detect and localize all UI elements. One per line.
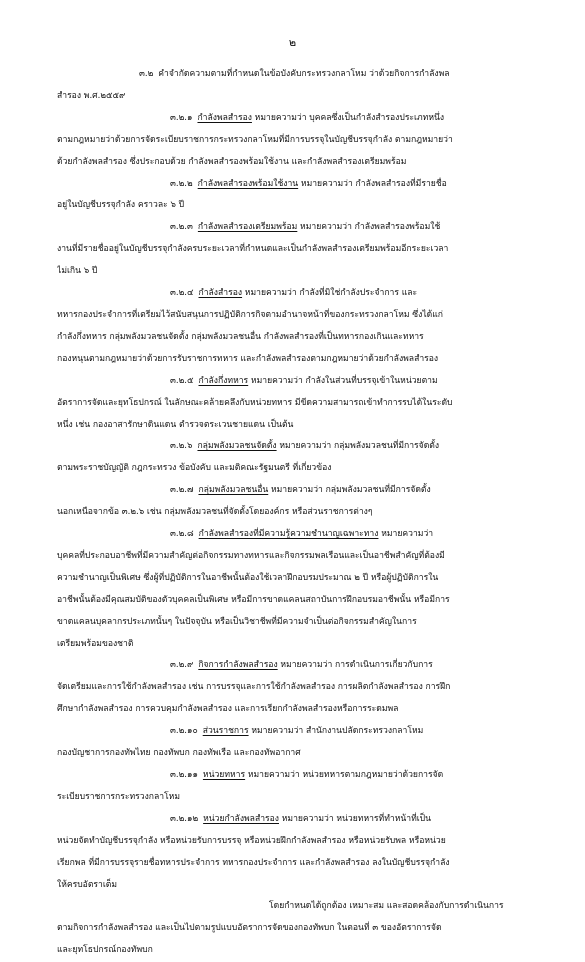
definition-number: ๓.๒.๙ — [170, 660, 194, 671]
definition-term: หน่วยกำลังพลสำรอง — [203, 813, 279, 824]
section-number: ๓.๒ — [139, 69, 154, 79]
definition-text: หมายความว่า กำลังในส่วนที่บรรจุเข้าในหน่วยตาม — [250, 375, 438, 386]
definition-item — [57, 721, 547, 743]
definition-term: กลุ่มพลังมวลชนอื่น — [198, 485, 269, 496]
definition-item — [57, 217, 547, 239]
definition-text: หมายความว่า กำลังพลสำรองพร้อมใช้ — [300, 222, 441, 233]
definition-item — [57, 809, 547, 831]
definition-line: ให้ครบอัตราเต็ม — [57, 879, 118, 890]
definition-line: บุคคลที่ประกอบอาชีพที่มีความสำคัญต่อกิจกรรมทางทหารและกิจกรรมพลเรือนและเป็นอาชีพสำคัญที่ต้องมี — [57, 550, 445, 561]
definition-line: อยู่ในบัญชีบรรจุกำลัง คราวละ ๖ ปี — [57, 200, 185, 211]
definition-item — [57, 371, 547, 393]
definition-number: ๓.๒.๘ — [170, 529, 194, 540]
section-heading — [57, 64, 547, 86]
definition-line: ทหารกองประจำการที่เตรียมไว้สนับสนุนการปฏิบัติการกิจตามอำนาจหน้าที่ของกระทรวงกลาโหม ซึ่งได้แก่ — [57, 309, 443, 320]
section-heading-cont: สำรอง พ.ศ.๒๕๕๙ — [57, 90, 126, 101]
definition-line: งานที่มีรายชื่ออยู่ในบัญชีบรรจุกำลังครบระยะเวลาที่กำหนดและเป็นกำลังพลสำรองเตรียมพร้อมอีกระยะเวลา — [57, 244, 449, 255]
definition-text: หมายความว่า กำลังพลสำรองที่มีรายชื่อ — [300, 178, 447, 189]
definition-item — [57, 524, 547, 546]
definition-text: หมายความว่า หน่วยทหารที่ทำหน้าที่เป็น — [281, 813, 431, 824]
definition-line: หนึ่ง เช่น กองอาสารักษาดินแดน ตำรวจตระเวนชายแดน เป็นต้น — [57, 419, 294, 430]
definition-line: ตามพระราชบัญญัติ กฎกระทรวง ข้อบังคับ และมติคณะรัฐมนตรี ที่เกี่ยวข้อง — [57, 463, 332, 474]
definition-line: กำลังกึ่งทหาร กลุ่มพลังมวลชนจัดตั้ง กลุ่มพลังมวลชนอื่น กำลังพลสำรองที่เป็นทหารกองเกินและทหาร — [57, 331, 424, 342]
definition-number: ๓.๒.๓ — [170, 222, 193, 233]
document-body — [57, 64, 547, 962]
definition-line: ศึกษากำลังพลสำรอง การควบคุมกำลังพลสำรอง และการเรียกกำลังพลสำรองหรือการระดมพล — [57, 704, 399, 715]
definition-line: เรียกพล ที่มีการบรรจุรายชื่อทหารประจำการ ทหารกองประจำการ และกำลังพลสำรอง ลงในบัญชีบรรจุกำลัง — [57, 857, 450, 868]
definition-number: ๓.๒.๗ — [170, 485, 194, 496]
definition-item — [57, 174, 547, 196]
definition-text: หมายความว่า บุคคลซึ่งเป็นกำลังสำรองประเภทหนึ่ง — [254, 112, 445, 123]
definition-number: ๓.๒.๑ — [170, 112, 193, 123]
definition-line: จัดเตรียมและการใช้กำลังพลสำรอง เช่น การบรรจุและการใช้กำลังพลสำรอง การผลิตกำลังพลสำรอง การฝึก — [57, 682, 451, 693]
definition-number: ๓.๒.๕ — [170, 375, 194, 386]
definition-item — [57, 283, 547, 305]
definition-line: กองหนุนตามกฎหมายว่าด้วยการรับราชการทหาร และกำลังพลสำรองตามกฎหมายว่าด้วยกำลังพลสำรอง — [57, 353, 439, 364]
definition-number: ๓.๒.๑๑ — [170, 770, 198, 780]
definition-term: กำลังพลสำรองที่มีความรู้ความชำนาญเฉพาะทาง — [198, 529, 379, 540]
closing-line: และยุทโธปกรณ์กองทัพบก — [57, 945, 153, 956]
definition-number: ๓.๒.๒ — [170, 178, 193, 189]
definition-term: กำลังพลสำรองพร้อมใช้งาน — [197, 178, 299, 189]
definition-text: หมายความว่า — [381, 529, 434, 540]
definition-list — [57, 108, 547, 897]
definition-line: ไม่เกิน ๖ ปี — [57, 266, 98, 277]
definition-text: หมายความว่า การดำเนินการเกี่ยวกับการ — [280, 660, 433, 671]
definition-line: เตรียมพร้อมของชาติ — [57, 638, 134, 649]
definition-term: กำลังสำรอง — [198, 288, 243, 299]
definition-line: ระเบียบราชการกระทรวงกลาโหม — [57, 791, 181, 802]
definition-line: ด้วยกำลังพลสำรอง ซึ่งประกอบด้วย กำลังพลสำรองพร้อมใช้งาน และกำลังพลสำรองเตรียมพร้อม — [57, 156, 407, 167]
definition-text: หมายความว่า สำนักงานปลัดกระทรวงกลาโหม — [251, 726, 424, 737]
page-number: ๒ — [288, 36, 297, 49]
definition-text: หมายความว่า กำลังที่มิใช่กำลังประจำการ และ — [244, 288, 418, 299]
closing-first: โดยกำหนดได้ถูกต้อง เหมาะสม และสอดคล้องกับการดำเนินการ — [269, 901, 504, 912]
definition-number: ๓.๒.๖ — [170, 441, 193, 452]
definition-line: อัตราการจัดและยุทโธปกรณ์ ในลักษณะคล้ายคลึงกับหน่วยทหาร มีขีดความสามารถเข้าทำการรบได้ในระดับ — [57, 397, 453, 408]
definition-item — [57, 480, 547, 502]
definition-number: ๓.๒.๔ — [170, 288, 194, 299]
definition-term: หน่วยทหาร — [202, 770, 246, 780]
definition-text: หมายความว่า กลุ่มพลังมวลชนที่มีการจัดตั้ง — [270, 485, 431, 496]
definition-line: ความชำนาญเป็นพิเศษ ซึ่งผู้ที่ปฏิบัติการในอาชีพนั้นต้องใช้เวลาฝึกอบรมประมาณ ๒ ปี หรือผู้ปฏิบัติการใน — [57, 572, 439, 583]
definition-line: ขาดแคลนบุคลากรประเภทนั้นๆ ในปัจจุบัน หรือเป็นวิชาชีพที่มีความจำเป็นต่อกิจกรรมสำคัญในการ — [57, 616, 417, 627]
definition-item — [57, 436, 547, 458]
definition-line: กองบัญชาการกองทัพไทย กองทัพบก กองทัพเรือ และกองทัพอากาศ — [57, 748, 301, 759]
definition-number: ๓.๒.๑๐ — [170, 726, 198, 737]
definition-term: ส่วนราชการ — [202, 726, 249, 737]
definition-term: กำลังพลสำรอง — [197, 112, 252, 123]
definition-line: นอกเหนือจากข้อ ๓.๒.๖ เช่น กลุ่มพลังมวลชนที่จัดตั้งโดยองค์กร หรือส่วนราชการต่างๆ — [57, 507, 373, 518]
definition-number: ๓.๒.๑๒ — [170, 813, 199, 824]
definition-item — [57, 655, 547, 677]
closing-line: ตามกิจการกำลังพลสำรอง และเป็นไปตามรูปแบบอัตราการจัดของกองทัพบก ในตอนที่ ๓ ของอัตราการจัด — [57, 923, 442, 934]
section-text: คำจำกัดความตามที่กำหนดในข้อบังคับกระทรวงกลาโหม ว่าด้วยกิจการกำลังพล — [158, 69, 450, 79]
definition-line: ตามกฎหมายว่าด้วยการจัดระเบียบราชการกระทรวงกลาโหมที่มีการบรรจุในบัญชีบรรจุกำลัง ตามกฎหมายว่า — [57, 134, 453, 145]
definition-term: กิจการกำลังพลสำรอง — [198, 660, 278, 671]
definition-item — [57, 765, 547, 787]
definition-line: หน่วยจัดทำบัญชีบรรจุกำลัง หรือหน่วยรับการบรรจุ หรือหน่วยฝึกกำลังพลสำรอง หรือหน่วยรับพล หรือหน่วย — [57, 835, 446, 846]
definition-text: หมายความว่า หน่วยทหารตามกฎหมายว่าด้วยการจัด — [247, 770, 444, 780]
definition-term: กำลังกึ่งทหาร — [198, 375, 249, 386]
definition-line: อาชีพนั้นต้องมีคุณสมบัติของตัวบุคคลเป็นพิเศษ หรือมีการขาดแคลนสถาบันการฝึกอบรมอาชีพนั้น หรือมีการ — [57, 594, 450, 605]
definition-text: หมายความว่า กลุ่มพลังมวลชนที่มีการจัดตั้ง — [279, 441, 440, 452]
definition-term: กำลังพลสำรองเตรียมพร้อม — [197, 222, 298, 233]
definition-term: กลุ่มพลังมวลชนจัดตั้ง — [197, 441, 277, 452]
definition-item — [57, 108, 547, 130]
